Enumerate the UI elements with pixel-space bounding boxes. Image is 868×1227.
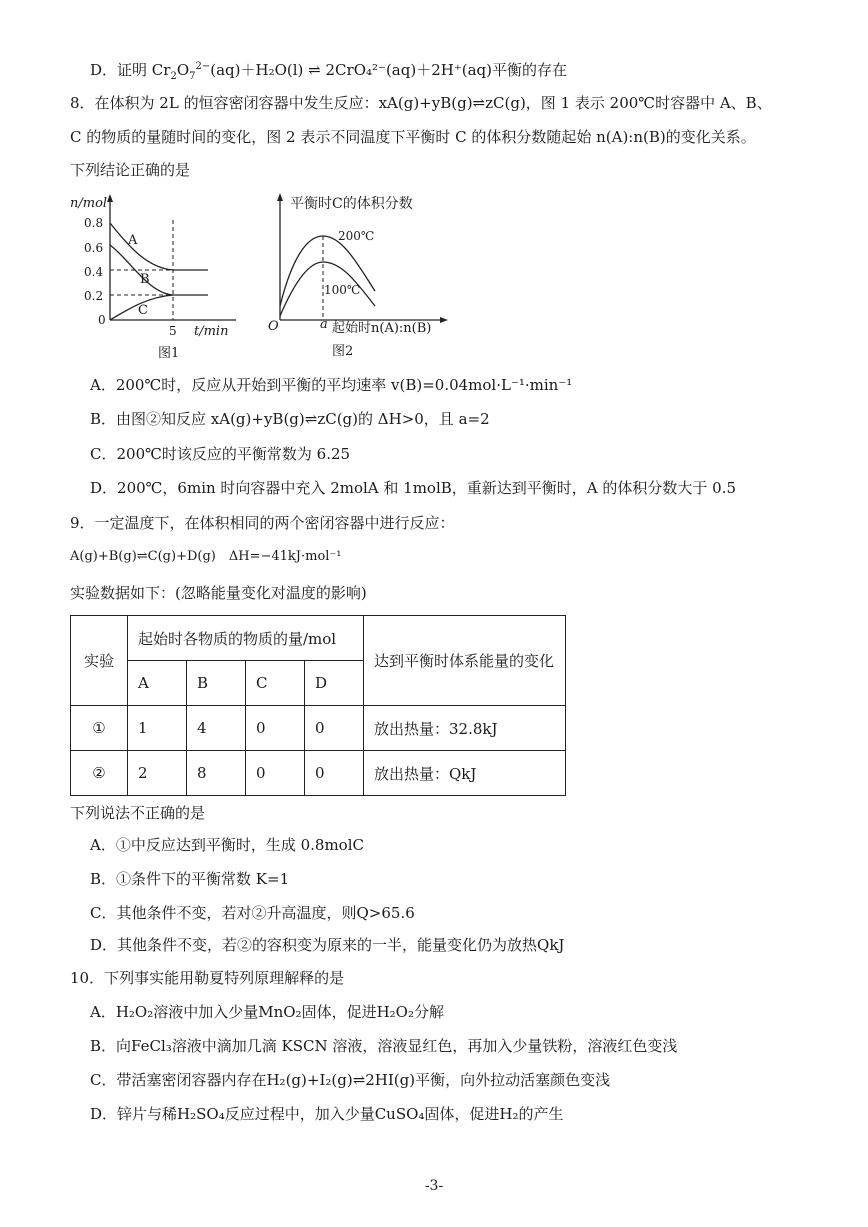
- cell-a: 2: [128, 751, 187, 796]
- q8-stem-line1: 8．在体积为 2L 的恒容密闭容器中发生反应：xA(g)+yB(g)⇌zC(g)，图 1 表示 200℃时容器中 A、B、: [70, 94, 772, 112]
- q9-option-c: C．其他条件不变，若对②升高温度，则Q>65.6: [90, 904, 415, 922]
- q10-option-c: C．带活塞密闭容器内存在H₂(g)+I₂(g)⇌2HI(g)平衡，向外拉动活塞颜色变浅: [90, 1071, 611, 1089]
- q9-equation: A(g)+B(g)⇌C(g)+D(g) ΔH=−41kJ·mol⁻¹: [70, 549, 342, 564]
- q7-option-d-prefix: D．证明 Cr: [90, 61, 171, 79]
- q8-option-b: B．由图②知反应 xA(g)+yB(g)⇌zC(g)的 ΔH>0，且 a=2: [90, 410, 490, 428]
- fig1-caption: 图1: [158, 346, 180, 361]
- fig1-ylabel: n/mol: [70, 196, 108, 211]
- subheader-d: D: [305, 661, 364, 706]
- table-row: [71, 706, 566, 751]
- q8-option-d: D．200℃，6min 时向容器中充入 2molA 和 1molB，重新达到平衡时，A 的体积分数大于 0.5: [90, 479, 737, 497]
- cell-b: 4: [187, 706, 246, 751]
- row-id: ②: [71, 751, 128, 796]
- subheader-c: C: [246, 661, 305, 706]
- q9-option-a: A．①中反应达到平衡时，生成 0.8molC: [90, 836, 364, 854]
- fig2-xtick: a: [320, 317, 328, 332]
- header-experiment: 实验: [71, 616, 128, 706]
- fig2-xlabel: 起始时n(A):n(B): [332, 321, 432, 336]
- fig2-origin: O: [268, 319, 279, 334]
- cell-energy: 放出热量：32.8kJ: [364, 706, 566, 751]
- q10-option-a: A．H₂O₂溶液中加入少量MnO₂固体，促进H₂O₂分解: [90, 1003, 444, 1021]
- cell-d: 0: [305, 706, 364, 751]
- fig2-curve-label-100: 100℃: [324, 283, 361, 297]
- q8-stem-line3: 下列结论正确的是: [70, 161, 191, 179]
- figure-1: [68, 190, 248, 365]
- experiment-table: [70, 615, 566, 796]
- header-initial-amount: 起始时各物质的物质的量/mol: [128, 616, 364, 661]
- q8-stem-line2: C 的物质的量随时间的变化，图 2 表示不同温度下平衡时 C 的体积分数随起始 n(A):n(B)的变化关系。: [70, 128, 756, 146]
- table-header-row: [71, 616, 566, 661]
- q8-option-c: C．200℃时该反应的平衡常数为 6.25: [90, 445, 351, 463]
- subheader-b: B: [187, 661, 246, 706]
- page-number: -3-: [424, 1178, 444, 1194]
- q9-data-intro: 实验数据如下：(忽略能量变化对温度的影响): [70, 584, 367, 602]
- q8-option-a: A．200℃时，反应从开始到平衡的平均速率 v(B)=0.04mol·L⁻¹·min⁻¹: [90, 376, 573, 394]
- q7-option-d: D．证明 $Cr_2O_7^{2-}(aq)+H_2O(l)$ ⇌ 2CrO₄²⁻(aq)＋2H⁺(aq)平衡的存在: [90, 61, 567, 82]
- fig1-ytick: 0.4: [84, 265, 104, 279]
- fig2-caption: 图2: [332, 344, 354, 359]
- q10-stem: 10．下列事实能用勒夏特列原理解释的是: [70, 969, 345, 987]
- q10-option-d: D．锌片与稀H₂SO₄反应过程中，加入少量CuSO₄固体，促进H₂的产生: [90, 1105, 564, 1123]
- cell-c: 0: [246, 751, 305, 796]
- q9-option-b: B．①条件下的平衡常数 K=1: [90, 870, 290, 888]
- figure-2: [262, 188, 462, 365]
- fig1-ytick: 0.8: [84, 216, 104, 230]
- cell-b: 8: [187, 751, 246, 796]
- fig1-ytick: 0.6: [84, 241, 104, 255]
- fig1-ytick: 0.2: [84, 289, 104, 303]
- fig1-ytick: 0: [98, 313, 106, 327]
- q7-option-d-text: (aq)＋H₂O(l) ⇌ 2CrO₄²⁻(aq)＋2H⁺(aq)平衡的存在: [210, 61, 567, 79]
- cell-c: 0: [246, 706, 305, 751]
- cell-d: 0: [305, 751, 364, 796]
- cell-energy: 放出热量：QkJ: [364, 751, 566, 796]
- table-row: [71, 751, 566, 796]
- subheader-a: A: [128, 661, 187, 706]
- q9-stem: 9．一定温度下，在体积相同的两个密闭容器中进行反应：: [70, 514, 455, 532]
- fig2-ylabel: 平衡时C的体积分数: [290, 196, 413, 212]
- fig1-curve-label-c: C: [138, 303, 148, 318]
- q9-question: 下列说法不正确的是: [70, 804, 206, 822]
- q10-option-b: B．向FeCl₃溶液中滴加几滴 KSCN 溶液，溶液显红色，再加入少量铁粉，溶液红色变浅: [90, 1037, 678, 1055]
- cell-a: 1: [128, 706, 187, 751]
- q9-option-d: D．其他条件不变，若②的容积变为原来的一半，能量变化仍为放热QkJ: [90, 936, 565, 954]
- row-id: ①: [71, 706, 128, 751]
- fig1-curve-label-b: B: [140, 272, 150, 287]
- header-energy-change: 达到平衡时体系能量的变化: [364, 616, 566, 706]
- fig1-xlabel: t/min: [194, 324, 229, 339]
- fig2-curve-label-200: 200℃: [338, 229, 375, 243]
- fig1-xtick: 5: [169, 324, 177, 338]
- fig1-curve-label-a: A: [128, 233, 138, 248]
